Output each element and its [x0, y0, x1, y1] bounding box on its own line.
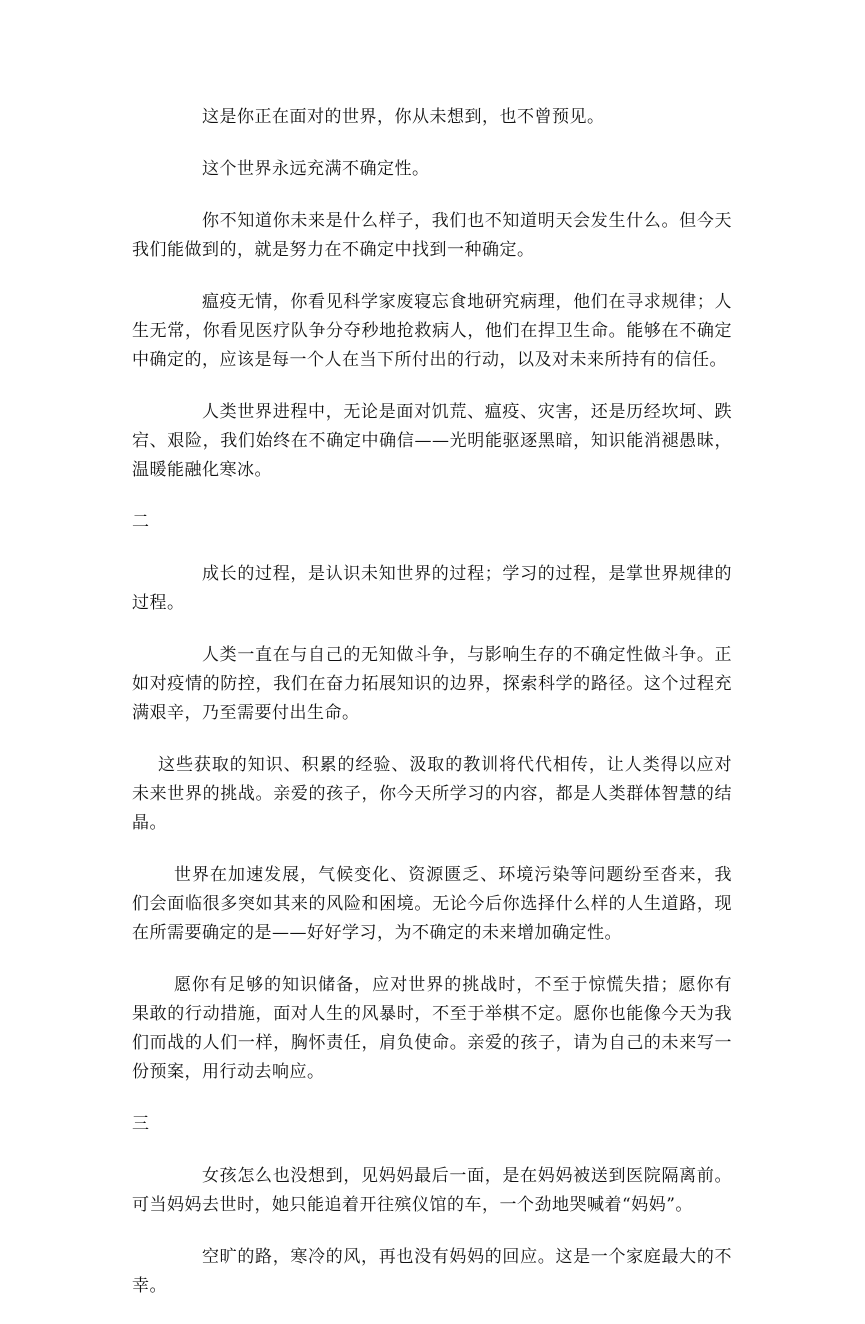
paragraph-7: 人类一直在与自己的无知做斗争，与影响生存的不确定性做斗争。正如对疫情的防控，我们在奋力拓展知识的边界，探索科学的路径。这个过程充满艰辛，乃至需要付出生命。 — [132, 645, 732, 723]
paragraph-11: 女孩怎么也没想到，见妈妈最后一面，是在妈妈被送到医院隔离前。可当妈妈去世时，她只能追着开往殡仪馆的车，一个劲地哭喊着“妈妈”。 — [132, 1166, 732, 1215]
paragraph-1: 这是你正在面对的世界，你从未想到，也不曾预见。 — [202, 107, 605, 127]
paragraph-5: 人类世界进程中，无论是面对饥荒、瘟疫、灾害，还是历经坎坷、跌宕、艰险，我们始终在不确定中确信——光明能驱逐黑暗，知识能消褪愚昧，温暖能融化寒冰。 — [132, 402, 732, 480]
paragraph-10: 愿你有足够的知识储备，应对世界的挑战时，不至于惊慌失措；愿你有果敢的行动措施，面对人生的风暴时，不至于举棋不定。愿你也能像今天为我们而战的人们一样，胸怀责任，肩负使命。亲爱的孩子，请为自己的未来写一份预案，用行动去响应。 — [132, 975, 732, 1082]
paragraph-12: 空旷的路，寒冷的风，再也没有妈妈的回应。这是一个家庭最大的不幸。 — [132, 1247, 732, 1296]
paragraph-9: 世界在加速发展，气候变化、资源匮乏、环境污染等问题纷至沓来，我们会面临很多突如其来的风险和困境。无论今后你选择什么样的人生道路，现在所需要确定的是——好好学习，为不确定的未来增加确定性。 — [132, 865, 732, 943]
paragraph-3: 你不知道你未来是什么样子，我们也不知道明天会发生什么。但今天我们能做到的，就是努力在不确定中找到一种确定。 — [132, 211, 732, 260]
section-two-heading: 二 — [132, 512, 150, 532]
document-body — [132, 103, 732, 1324]
paragraph-4: 瘟疫无情，你看见科学家废寝忘食地研究病理，他们在寻求规律；人生无常，你看见医疗队争分夺秒地抢救病人，他们在捍卫生命。能够在不确定中确定的，应该是每一个人在当下所付出的行动，以及对未来所持有的信任。 — [132, 292, 732, 370]
section-three-heading: 三 — [132, 1114, 150, 1134]
paragraph-2: 这个世界永远充满不确定性。 — [202, 159, 430, 179]
paragraph-6: 成长的过程，是认识未知世界的过程；学习的过程，是掌世界规律的过程。 — [132, 564, 732, 613]
paragraph-8: 这些获取的知识、积累的经验、汲取的教训将代代相传，让人类得以应对未来世界的挑战。亲爱的孩子，你今天所学习的内容，都是人类群体智慧的结晶。 — [132, 755, 732, 833]
